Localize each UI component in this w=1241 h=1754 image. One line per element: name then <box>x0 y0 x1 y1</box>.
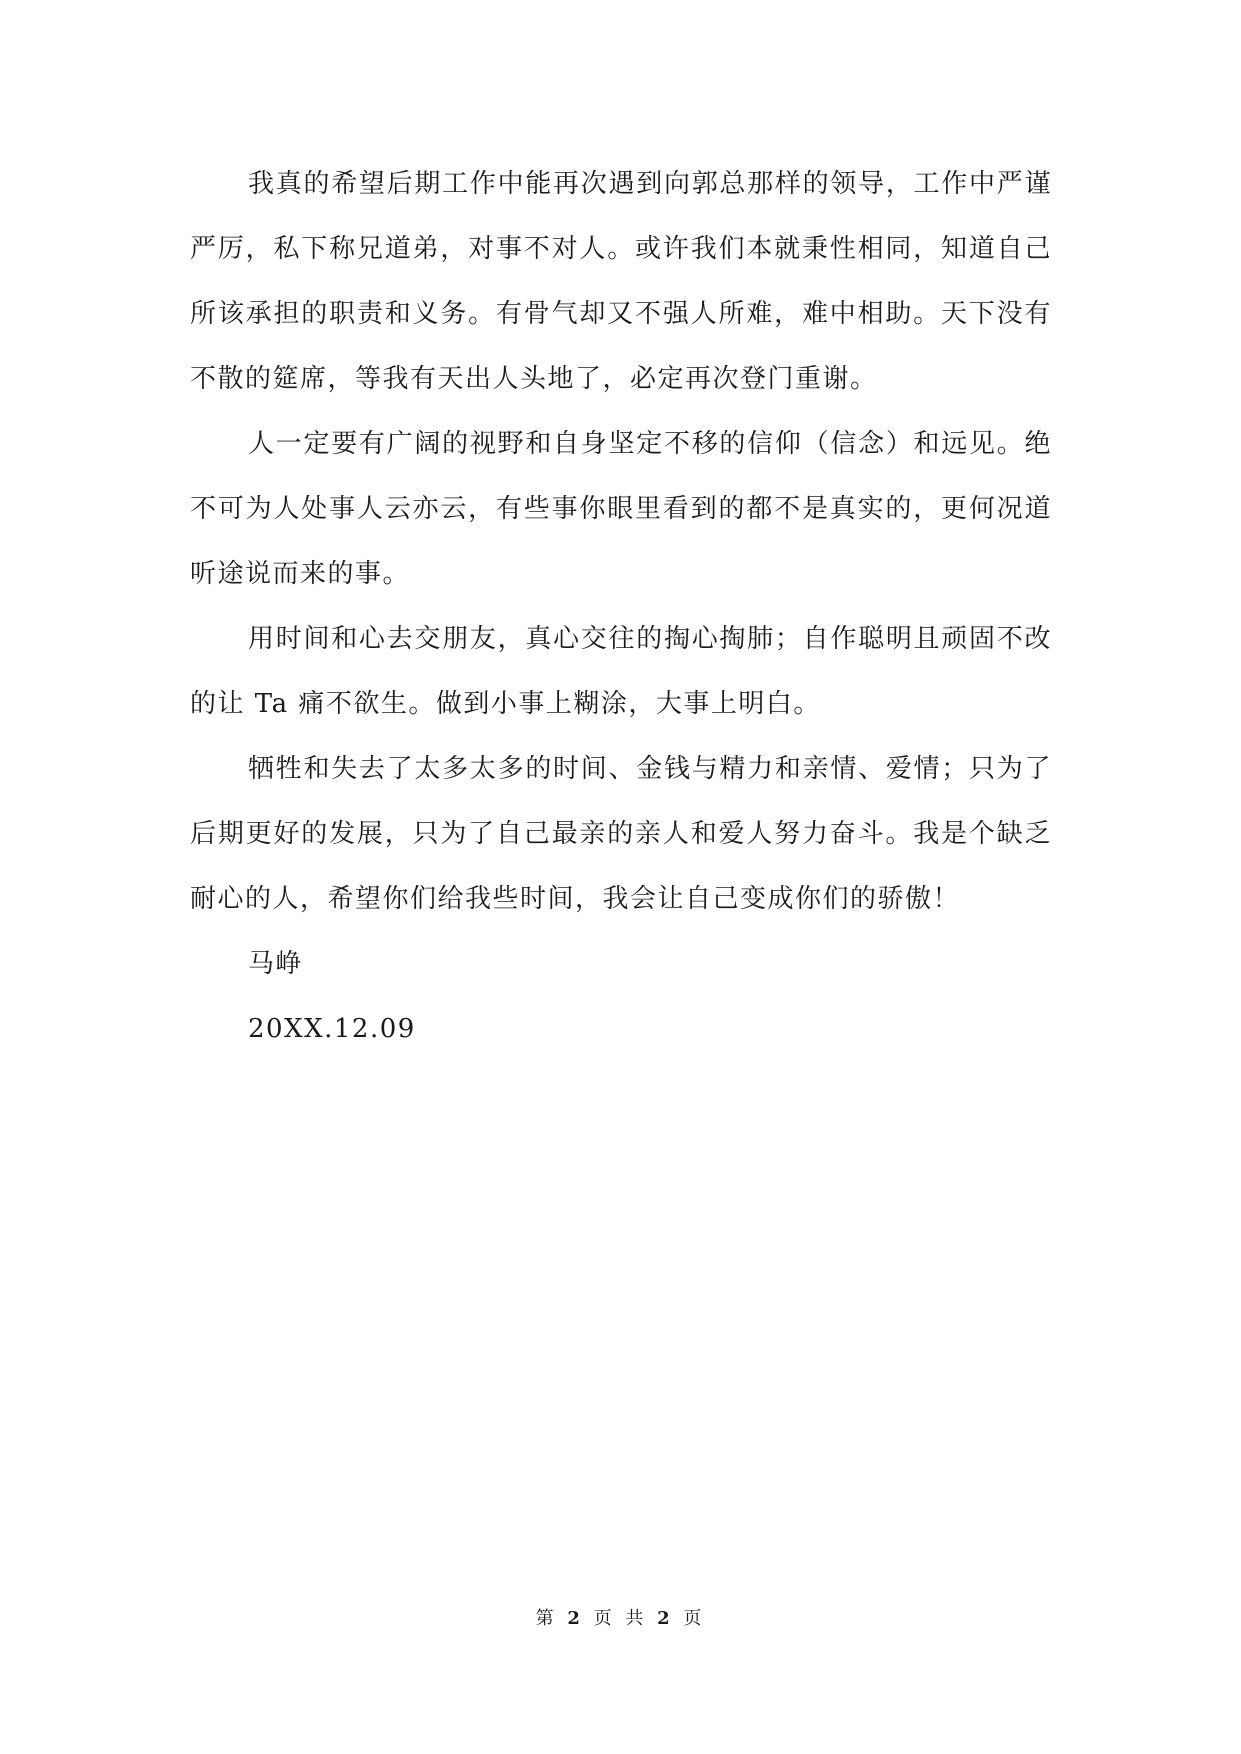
footer-suffix: 页 <box>683 1608 706 1629</box>
footer-middle: 页 共 <box>593 1608 648 1629</box>
footer-prefix: 第 <box>535 1608 558 1629</box>
page-footer <box>0 1604 1241 1630</box>
paragraph: 用时间和心去交朋友，真心交往的掏心掏肺；自作聪明且顽固不改的让 Ta 痛不欲生。做到小事上糊涂，大事上明白。 <box>190 624 1052 719</box>
document-body <box>190 152 1052 1062</box>
total-pages-number: 2 <box>657 1608 674 1629</box>
signature: 马峥 <box>248 949 304 979</box>
paragraph: 我真的希望后期工作中能再次遇到向郭总那样的领导，工作中严谨严厉，私下称兄道弟，对事不对人。或许我们本就秉性相同，知道自己所该承担的职责和义务。有骨气却又不强人所难，难中相助。天下没有不散的筵席，等我有天出人头地了，必定再次登门重谢。 <box>190 169 1052 394</box>
paragraph: 牺牲和失去了太多太多的时间、金钱与精力和亲情、爱情；只为了后期更好的发展，只为了自己最亲的亲人和爱人努力奋斗。我是个缺乏耐心的人，希望你们给我些时间，我会让自己变成你们的骄傲！ <box>190 754 1052 914</box>
date: 20XX.12.09 <box>248 1014 416 1044</box>
paragraph: 人一定要有广阔的视野和自身坚定不移的信仰（信念）和远见。绝不可为人处事人云亦云，有些事你眼里看到的都不是真实的，更何况道听途说而来的事。 <box>190 429 1052 589</box>
current-page-number: 2 <box>567 1608 584 1629</box>
